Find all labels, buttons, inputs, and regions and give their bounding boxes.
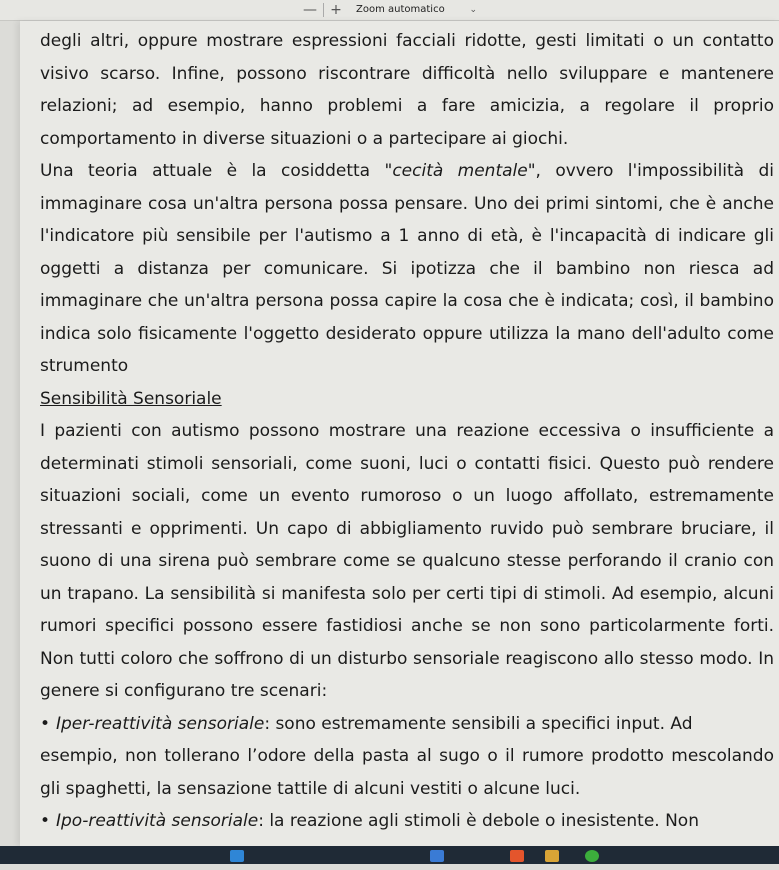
app-icon[interactable] [430,850,444,862]
pdf-toolbar [0,0,779,21]
document-page [20,21,779,846]
zoom-select[interactable] [348,2,483,18]
list-item-hyper [40,708,774,741]
list-item-hypo [40,805,774,838]
zoom-in-button[interactable]: + [326,2,346,18]
toolbar-divider [323,3,324,17]
app-icon[interactable] [585,850,599,862]
list-item-hyper-continued: esempio, non tollerano l’odore della pasta al sugo o il rumore prodotto mescolando gli spaghetti, la sensazione tattile di alcuni vestiti o alcune luci. [40,740,774,805]
list-item-term: Ipo-reattività sensoriale [56,811,258,831]
app-icon[interactable] [545,850,559,862]
chevron-down-icon: ⌄ [469,2,477,18]
list-item-text: : sono estremamente sensibili a specifici input. Ad [264,714,692,734]
paragraph-text: ", ovvero l'impossibilità di immaginare cosa un'altra persona possa pensare. Uno dei primi sintomi, che è anche l'indicatore più sensibile per l'autismo a 1 anno di età, è l'incapacità di indicare gli oggetti a distanza per comunicare. Si ipotizza che il bambino non riesca ad immaginare che un'altra persona possa capire la cosa che è indicata; così, il bambino indica solo fisicamente l'oggetto desiderato oppure utilizza la mano dell'adulto come strumento [40,161,774,376]
document-content [40,25,774,870]
app-icon[interactable] [230,850,244,862]
paragraph-sensory: I pazienti con autismo possono mostrare una reazione eccessiva o insufficiente a determinati stimoli sensoriali, come suoni, luci o contatti fisici. Questo può rendere situazioni sociali, come un evento rumoroso o un luogo affollato, estremamente stressanti e opprimenti. Un capo di abbigliamento ruvido può sembrare bruciare, il suono di una sirena può sembrare come se qualcuno stesse perforando il cranio con un trapano. La sensibilità si manifesta solo per certi tipi di stimoli. Ad esempio, alcuni rumori specifici possono essere fastidiosi anche se non sono particolarmente forti. Non tutti coloro che soffrono di un disturbo sensoriale reagiscono allo stesso modo. In genere si configurano tre scenari: [40,415,774,708]
taskbar [0,846,779,864]
list-item-term: Iper-reattività sensoriale [56,714,264,734]
paragraph-text: Una teoria attuale è la cosiddetta " [40,161,392,181]
zoom-out-button[interactable]: — [300,2,320,18]
zoom-select-value: Zoom automatico [356,4,445,15]
section-heading: Sensibilità Sensoriale [40,383,774,416]
paragraph-mind-blindness [40,155,774,383]
paragraph-social: degli altri, oppure mostrare espressioni facciali ridotte, gesti limitati o un contatto visivo scarso. Infine, possono riscontrare difficoltà nello sviluppare e mantenere relazioni; ad esempio, hanno problemi a fare amicizia, a regolare il proprio comportamento in diverse situazioni o a partecipare ai giochi. [40,25,774,155]
list-item-text: : la reazione agli stimoli è debole o inesistente. Non [258,811,699,831]
app-icon[interactable] [510,850,524,862]
emphasis-term: cecità mentale [392,161,527,181]
